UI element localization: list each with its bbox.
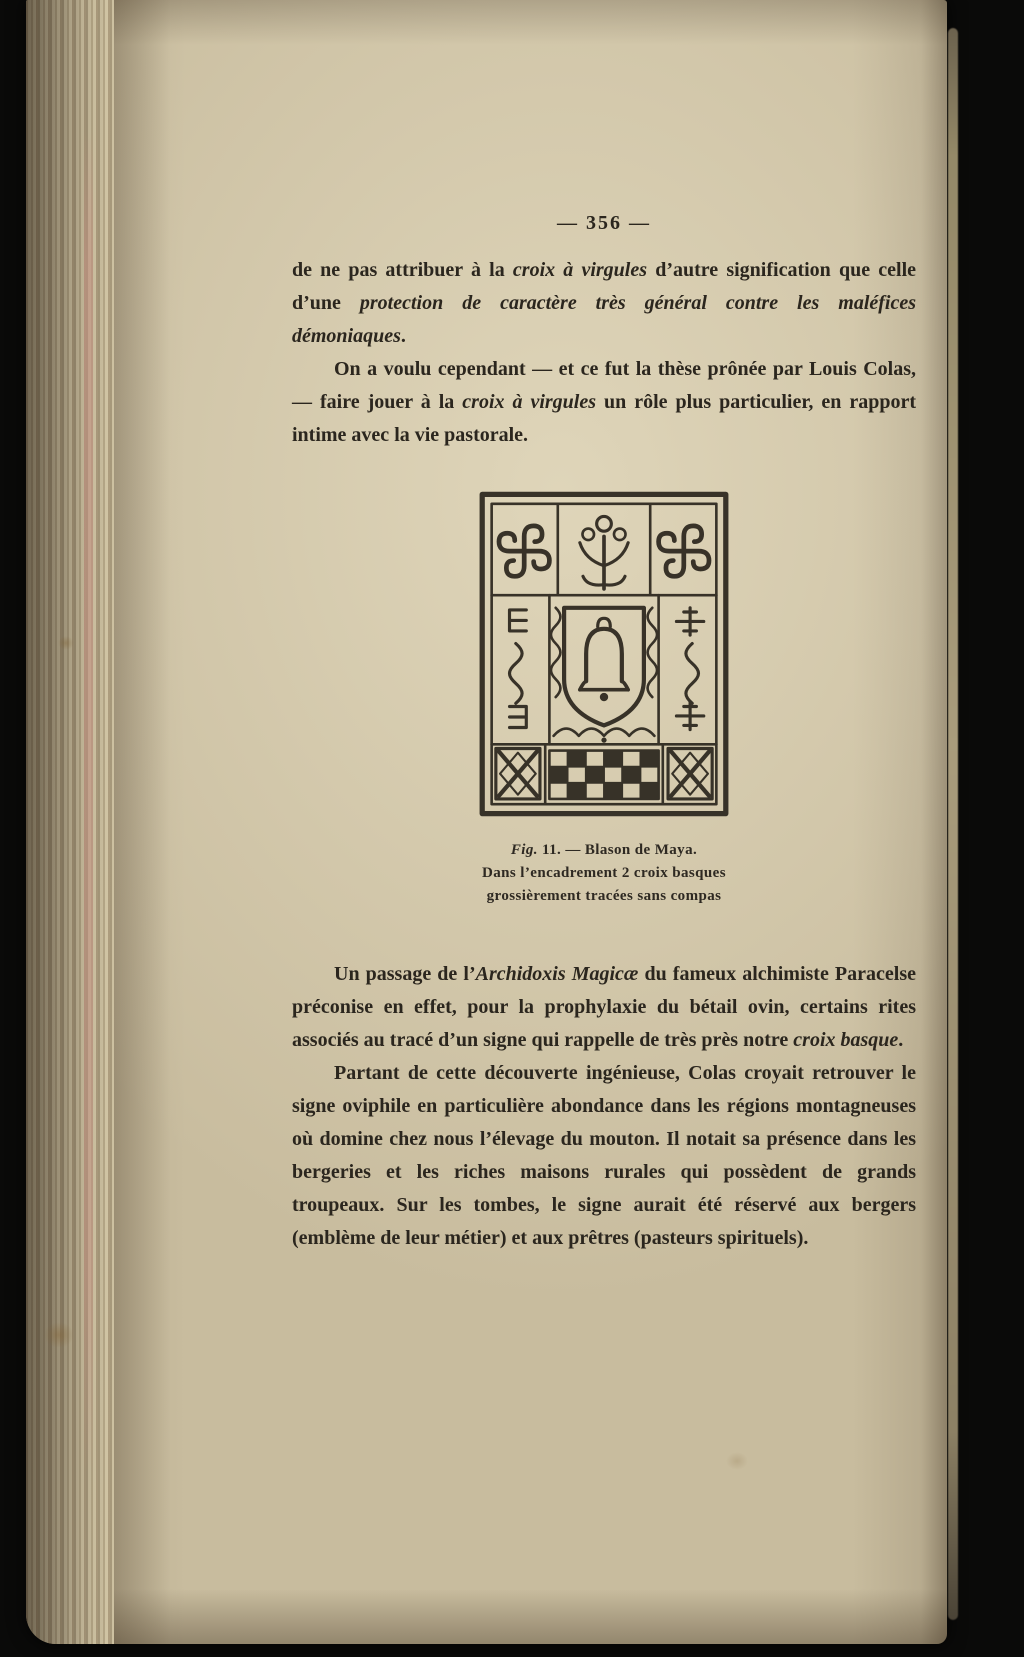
- paper-stain: [726, 1452, 748, 1470]
- text-run-italic: croix à virgules: [512, 259, 648, 281]
- page-edges-left: [26, 0, 114, 1644]
- figure-caption-line2: Dans l’encadrement 2 croix basques: [482, 865, 726, 881]
- text-run-italic: croix à virgules: [462, 391, 597, 413]
- figure-blason-de-maya: [478, 490, 730, 823]
- text-run: .: [400, 325, 406, 347]
- text-run: du fameux alchimiste Paracelse préconise en effet, pour la prophylaxie du bétail ovin, certains rites associés au tracé d’un signe qui rappelle de très près notre: [292, 963, 916, 1051]
- text-run: On a voulu cependant — et ce fut la thèse prônée par Louis Colas, — faire jouer à la: [292, 358, 916, 413]
- fig-label: Fig.: [510, 842, 538, 858]
- figure-caption-line1: [292, 839, 916, 862]
- blason-woodcut-illustration: [478, 490, 730, 818]
- paragraph-3: [292, 958, 916, 1057]
- page-content: [292, 0, 916, 1255]
- pink-page-edge: [84, 130, 93, 1474]
- text-run: un rôle plus particulier, en rapport intime avec la vie pastorale.: [292, 391, 916, 446]
- text-run: Un passage de l’: [334, 963, 476, 985]
- text-run-italic: Archidoxis Magicæ: [475, 963, 639, 985]
- figure-caption-line3: grossièrement tracées sans compas: [486, 888, 722, 904]
- text-run: .: [898, 1029, 904, 1051]
- paragraph-2: [292, 353, 916, 452]
- adjacent-page-edge: [948, 28, 958, 1620]
- gutter-shadow: [114, 0, 184, 1644]
- text-run-italic: protection de caractère très général contre les maléfices démoniaques: [292, 292, 916, 347]
- text-run: Partant de cette découverte ingénieuse, Colas croyait retrouver le signe oviphile en particulière abondance dans les régions montagneuses où domine chez nous l’élevage du mouton. Il notait sa présence dans les bergeries et les riches maisons rurales qui possèdent de grands troupeaux. Sur les tombes, le signe aurait été réservé aux bergers (emblème de leur métier) et aux prêtres (pasteurs spirituels).: [292, 1062, 916, 1249]
- paragraph-4: [292, 1057, 916, 1255]
- text-run: 11. — Blason de Maya.: [537, 842, 698, 858]
- page-number: — 356 —: [557, 212, 651, 234]
- book-page: [26, 0, 947, 1644]
- figure-caption: [292, 839, 916, 908]
- text-run: d’autre signification que celle d’une: [292, 259, 917, 314]
- paragraph-1: [292, 254, 916, 353]
- text-run-italic: croix basque: [793, 1029, 899, 1051]
- text-run: de ne pas attribuer à la: [292, 259, 513, 281]
